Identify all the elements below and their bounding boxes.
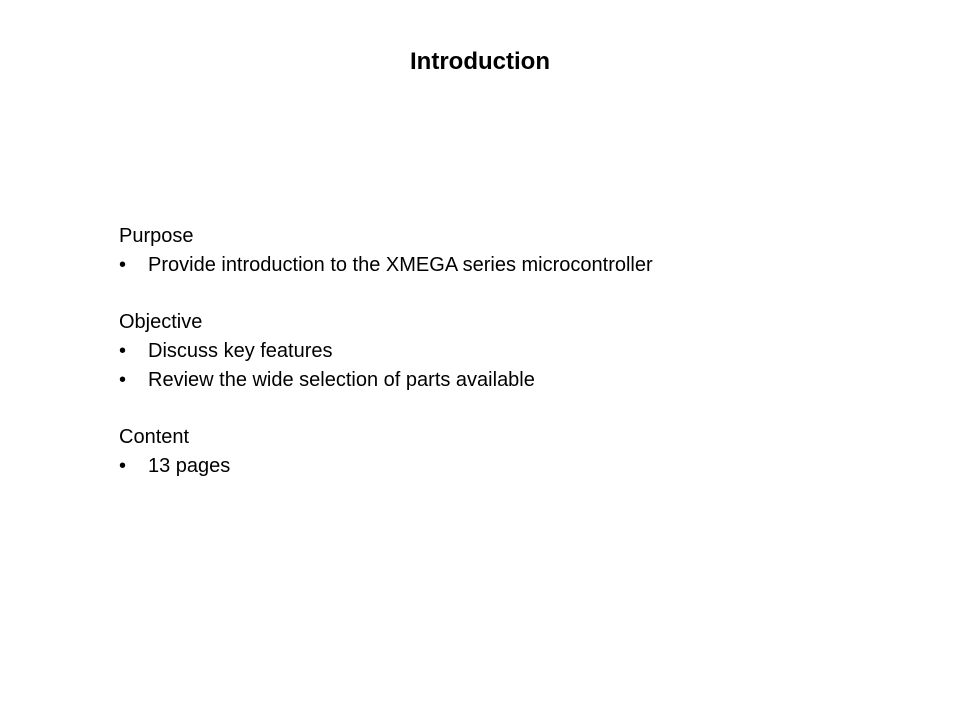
section-heading: Objective [119,311,203,333]
section-content [119,423,879,481]
bullet-text: Review the wide selection of parts available [148,369,535,391]
bullet-item [119,337,879,366]
bullet-item [119,366,879,395]
bullet-icon: • [119,340,127,362]
bullet-icon: • [119,369,127,391]
bullet-icon: • [119,254,127,276]
bullet-text: Discuss key features [148,340,333,362]
bullet-text: 13 pages [148,455,231,477]
slide-content [119,222,879,509]
section-heading: Purpose [119,225,194,247]
bullet-icon: • [119,455,127,477]
slide-title: Introduction [410,48,550,75]
bullet-list [119,337,879,395]
bullet-list [119,251,879,280]
section-objective [119,308,879,395]
bullet-text: Provide introduction to the XMEGA series microcontroller [148,254,653,276]
bullet-item [119,452,879,481]
bullet-item [119,251,879,280]
section-heading: Content [119,426,190,448]
bullet-list [119,452,879,481]
section-purpose [119,222,879,280]
